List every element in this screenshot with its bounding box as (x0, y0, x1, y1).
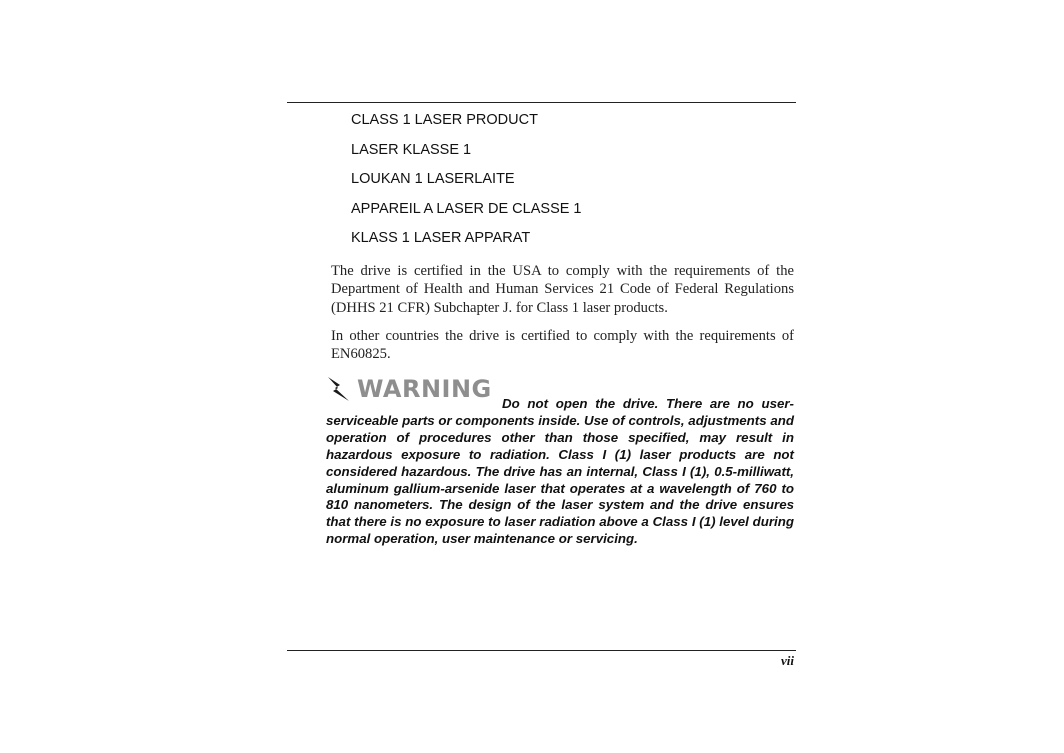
usa-certification-paragraph: The drive is certified in the USA to comply with the requirements of the Department of Health and Human Services 21 Code of Federal Regulations (DHHS 21 CFR) Subchapter J. for Class 1 laser products. (331, 263, 794, 316)
page-number: vii (781, 653, 794, 668)
warning-body (326, 396, 794, 548)
laser-labels-list (351, 112, 582, 260)
header-rule (287, 102, 796, 103)
laser-label: APPAREIL A LASER DE CLASSE 1 (351, 200, 582, 217)
laser-label: LOUKAN 1 LASERLAITE (351, 171, 515, 188)
laser-label: LASER KLASSE 1 (351, 141, 472, 158)
warning-title: WARNING (357, 375, 492, 403)
footer-rule (287, 650, 796, 651)
other-countries-paragraph: In other countries the drive is certified to comply with the requirements of EN60825. (331, 328, 794, 363)
warning-text: Do not open the drive. There are no user-serviceable parts or components inside. Use of controls, adjustments and operation of procedures other than those specified, may result in hazardous exposure to radiation. Class I (1) laser products are not considered hazardous. The drive has an internal, Class I (1), 0.5-milliwatt, aluminum gallium-arsenide laser that operates at a wavelength of 760 to 810 nanometers. The design of the laser system and the drive ensures that there is no exposure to laser radiation above a Class I (1) level during normal operation, user maintenance or servicing. (326, 396, 794, 547)
laser-label: CLASS 1 LASER PRODUCT (351, 112, 538, 128)
laser-label: KLASS 1 LASER APPARAT (351, 230, 531, 247)
warning-indent (326, 407, 502, 408)
